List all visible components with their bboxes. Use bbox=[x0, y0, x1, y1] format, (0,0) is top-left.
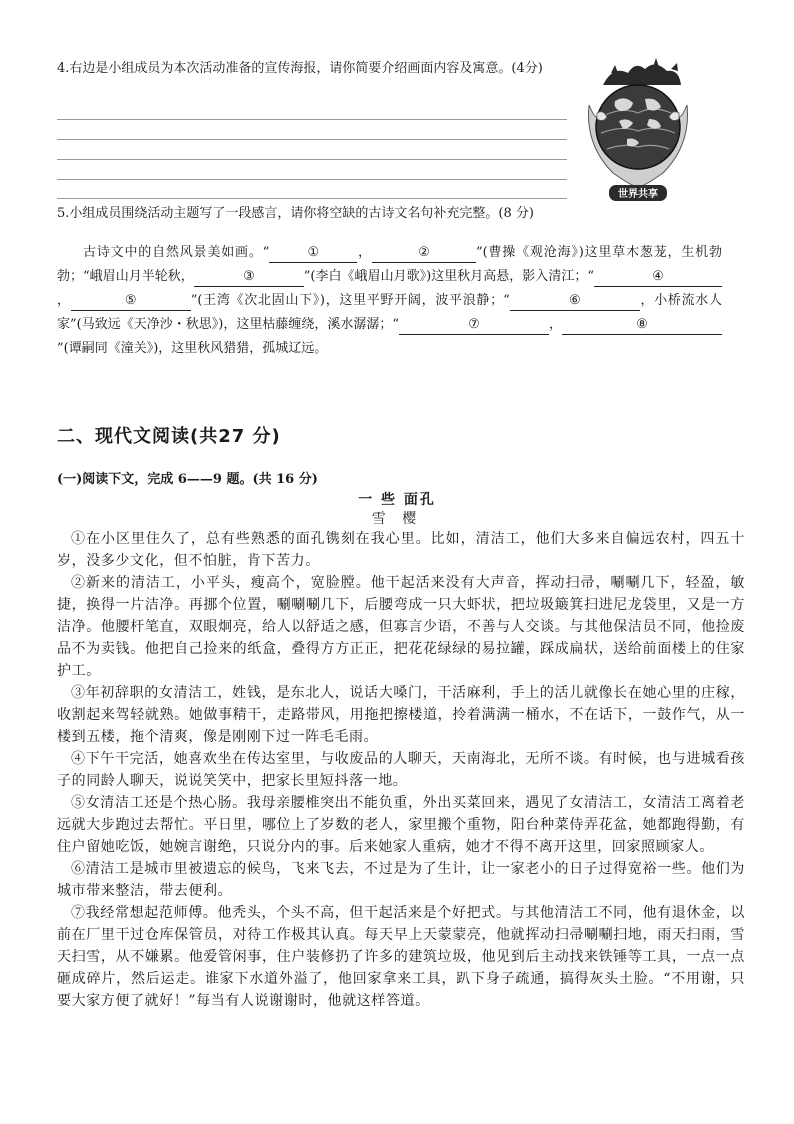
question-4: 4.右边是小组成员为本次活动准备的宣传海报，请你简要介绍画面内容及寓意。(4分) bbox=[57, 61, 543, 76]
blank-5[interactable]: ⑤ bbox=[71, 292, 191, 311]
poster-globe-hands-illustration bbox=[583, 55, 693, 203]
promo-poster bbox=[583, 55, 693, 203]
fill-text: ，小桥流水人家”(马致远《天净沙・秋思》)，这里枯藤缠绕，溪水潺潺；“ bbox=[57, 293, 722, 332]
fill-text: ， bbox=[357, 245, 372, 260]
article-paragraph: ⑦我经常想起范师傅。他秃头，个头不高，但干起活来是个好把式。与其他清洁工不同，他有退休金，以前在厂里干过仓库保管员，对待工作极其认真。每天早上天蒙蒙亮，他就挥动扫帚唰唰扫地，雨天扫雨，雪天扫雪，从不嫌累。他爱管闲事，住户装修扔了许多的建筑垃圾，他见到后主动找来铁锤等工具，一点一点砸成碎片，然后运走。谁家下水道外溢了，他回家拿来工具，趴下身子疏通，搞得灰头土脸。“不用谢，只要大家方便了就好！”每当有人说谢谢时，他就这样答道。 bbox=[57, 905, 745, 1009]
blank-6[interactable]: ⑥ bbox=[510, 292, 640, 311]
fill-in-paragraph bbox=[57, 241, 722, 361]
blank-2[interactable]: ② bbox=[372, 244, 476, 263]
blank-7[interactable]: ⑦ bbox=[399, 316, 549, 335]
answer-line[interactable] bbox=[57, 119, 567, 120]
article-title: 一 些 面孔 bbox=[358, 492, 436, 508]
article-paragraph: ⑤女清洁工还是个热心肠。我母亲腰椎突出不能负重，外出买菜回来，遇见了女清洁工，女清洁工离着老远就大步跑过去帮忙。平日里，哪位上了岁数的老人，家里搬个重物，阳台种菜侍弄花盆，她都跑得勤，有住户留她吃饭，她婉言谢绝，只说分内的事。后来她家人重病，她才不得不离开这里，回家照顾家人。 bbox=[57, 795, 745, 855]
answer-line[interactable] bbox=[57, 198, 567, 199]
poster-banner-text: 世界共享 bbox=[618, 189, 658, 200]
article-body bbox=[57, 528, 745, 1012]
fill-text: ”(曹操《观沧海》)这里草木葱茏，生机勃勃；“峨眉山月半轮秋， bbox=[57, 245, 722, 284]
article-paragraph: ④下午干完活，她喜欢坐在传达室里，与收废品的人聊天，天南海北，无所不谈。有时候，也与进城看孩子的同龄人聊天，说说笑笑中，把家长里短抖落一地。 bbox=[57, 751, 745, 789]
answer-line[interactable] bbox=[57, 159, 567, 160]
fill-text: ， bbox=[57, 293, 71, 308]
blank-4[interactable]: ④ bbox=[594, 268, 722, 287]
article-paragraph: ③年初辞职的女清洁工，姓钱，是东北人，说话大嗓门，干活麻利，手上的活儿就像长在她心里的庄稼，收割起来驾轻就熟。她做事精干，走路带风，用拖把擦楼道，拎着满满一桶水，不在话下，一鼓作气，从一楼到五楼，拖个清爽，像是刚刚下过一阵毛毛雨。 bbox=[57, 685, 745, 745]
article-author: 雪 樱 bbox=[371, 511, 423, 527]
blank-8[interactable]: ⑧ bbox=[562, 316, 722, 335]
subsection-title: (一)阅读下文，完成 6——9 题。(共 16 分) bbox=[57, 472, 318, 487]
blank-3[interactable]: ③ bbox=[194, 268, 304, 287]
article-paragraph: ⑥清洁工是城市里被遗忘的候鸟，飞来飞去，不过是为了生计，让一家老小的日子过得宽裕一些。他们为城市带来整洁，带去便利。 bbox=[57, 861, 745, 899]
fill-text: ”(谭嗣同《潼关》)，这里秋风猎猎，孤城辽远。 bbox=[57, 341, 328, 356]
question-5: 5.小组成员围绕活动主题写了一段感言，请你将空缺的古诗文名句补充完整。(8 分) bbox=[57, 206, 534, 221]
answer-line[interactable] bbox=[57, 179, 567, 180]
article-paragraph: ①在小区里住久了，总有些熟悉的面孔镌刻在我心里。比如，清洁工，他们大多来自偏远农村，四五十岁，没多少文化，但不怕脏，肯下苦力。 bbox=[57, 531, 745, 569]
section-title: 二、现代文阅读(共27 分) bbox=[57, 426, 281, 447]
blank-1[interactable]: ① bbox=[269, 244, 357, 263]
answer-line[interactable] bbox=[57, 139, 567, 140]
fill-text: 古诗文中的自然风景美如画。“ bbox=[83, 245, 270, 260]
fill-text: ， bbox=[548, 317, 562, 332]
fill-text: ”(李白《峨眉山月歌》)这里秋月高悬，影入清江；“ bbox=[303, 269, 594, 284]
article-paragraph: ②新来的清洁工，小平头，瘦高个，宽脸膛。他干起活来没有大声音，挥动扫帚，唰唰几下，轻盈，敏捷，换得一片洁净。再挪个位置，唰唰唰几下，后腰弯成一只大虾状，把垃圾簸箕扫进尼龙袋里，又是一方洁净。他腰杆笔直，双眼炯亮，给人以舒适之感，但寡言少语，不善与人交谈。与其他保洁员不同，他捡废品不为卖钱。他把自己捡来的纸盒，叠得方方正正，把花花绿绿的易拉罐，踩成扁状，送给前面楼上的住家护工。 bbox=[57, 575, 745, 679]
fill-text: ”(王湾《次北固山下》)，这里平野开阔，波平浪静；“ bbox=[190, 293, 510, 308]
